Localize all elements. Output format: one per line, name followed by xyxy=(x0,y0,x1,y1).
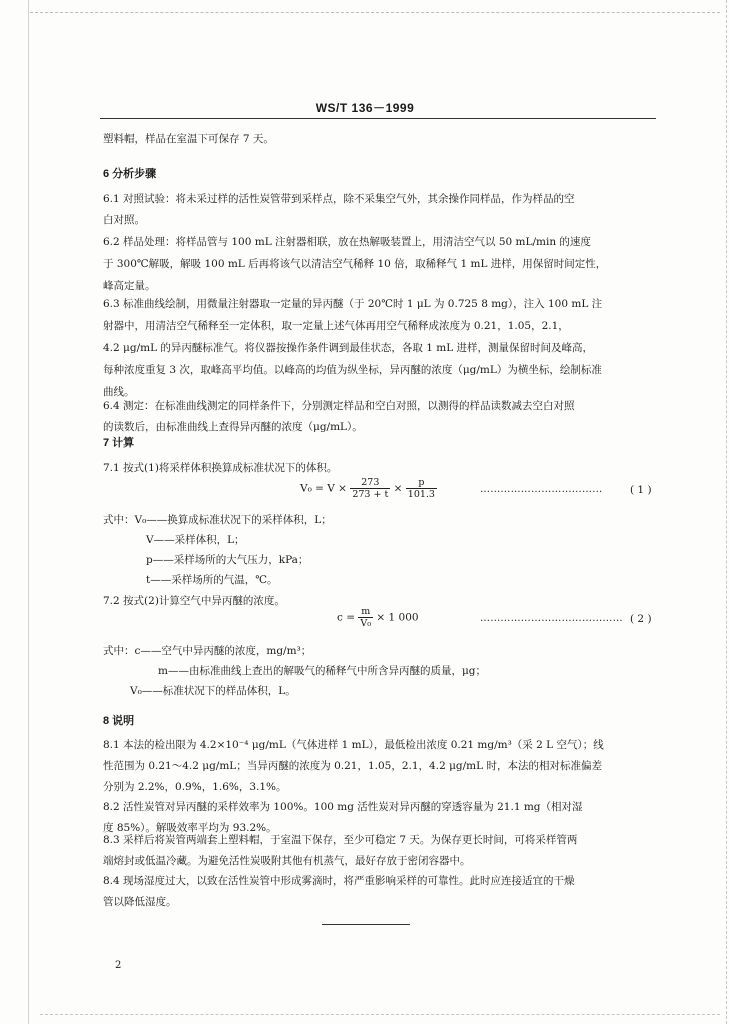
section-6-heading: 6 分析步骤 xyxy=(103,168,157,180)
para-6-1-line: 白对照。 xyxy=(103,214,145,226)
formula-2-numerator: m xyxy=(358,606,373,618)
para-6-3-line: 6.3 标准曲线绘制，用微量注射器取一定量的异丙醚（于 20℃时 1 μL 为 0.725 8 mg），注入 100 mL 注 xyxy=(103,298,603,310)
formula-1-numerator: 273 xyxy=(350,477,390,489)
para-8-3-line: 端熔封或低温冷藏。为避免活性炭吸附其他有机蒸气，最好存放于密闭容器中。 xyxy=(103,855,471,867)
formula-1-times: × xyxy=(393,482,403,495)
end-rule xyxy=(322,924,410,925)
para-8-1-line: 分别为 2.2%，0.9%，1.6%，3.1%。 xyxy=(103,781,287,793)
formula-1-leader: ……………………………… xyxy=(480,484,603,495)
para-8-1-line: 性范围为 0.21～4.2 μg/mL；当异丙醚的浓度为 0.21，1.05，2.1，4.2 μg/mL 时，本法的相对标准偏差 xyxy=(103,760,602,772)
para-6-3-line: 每种浓度重复 3 次，取峰高平均值。以峰高的均值为纵坐标，异丙醚的浓度（μg/mL）为横坐标，绘制标准 xyxy=(103,364,602,376)
para-6-2-line: 峰高定量。 xyxy=(103,280,156,292)
para-7-1: 7.1 按式(1)将采样体积换算成标准状况下的体积。 xyxy=(103,462,338,474)
scan-edge xyxy=(40,1014,720,1015)
para-8-3-line: 8.3 采样后将炭管两端套上塑料帽，于室温下保存，至少可稳定 7 天。为保存更长时间，可将采样管两 xyxy=(103,834,578,846)
section-8-heading: 8 说明 xyxy=(103,715,135,727)
where-2-line: V₀——标准状况下的样品体积，L。 xyxy=(130,685,296,697)
formula-1-lhs: V₀ = V × xyxy=(300,482,347,495)
formula-2-leader: …………………………………… xyxy=(480,613,623,624)
para-6-4-line: 6.4 测定：在标准曲线测定的同样条件下，分别测定样品和空白对照，以测得的样品读数减去空白对照 xyxy=(103,400,575,412)
para-8-4-line: 管以降低湿度。 xyxy=(103,896,177,908)
formula-1-denominator: 273 + t xyxy=(352,489,389,500)
formula-2-lhs: c = xyxy=(337,611,356,624)
para-6-4-line: 的读数后，由标准曲线上查得异丙醚的浓度（μg/mL）。 xyxy=(103,421,363,433)
where-1-line: V——采样体积，L； xyxy=(146,534,245,546)
standard-code-header: WS/T 136－1999 xyxy=(315,101,415,115)
para-6-2-line: 6.2 样品处理：将样品管与 100 mL 注射器相联，放在热解吸装置上，用清洁空气以 50 mL/min 的速度 xyxy=(103,236,591,248)
para-8-4-line: 8.4 现场湿度过大，以致在活性炭管中形成雾滴时，将严重影响采样的可靠性。此时应连接适宜的干燥 xyxy=(103,875,575,887)
para-6-3-line: 4.2 μg/mL 的异丙醚标准气。将仪器按操作条件调到最佳状态，各取 1 mL 进样，测量保留时间及峰高， xyxy=(103,342,594,354)
formula-1-numerator: p xyxy=(406,477,437,489)
para-8-2-line: 8.2 活性炭管对异丙醚的采样效率为 100%。100 mg 活性炭对异丙醚的穿透容量为 21.1 mg（相对湿 xyxy=(103,801,583,813)
para-6-2-line: 于 300℃解吸，解吸 100 mL 后再将该气以清洁空气稀释 10 倍，取稀释气 1 mL 进样，用保留时间定性， xyxy=(103,258,607,270)
scan-edge xyxy=(28,0,29,1024)
formula-2-denominator: V₀ xyxy=(360,618,372,629)
formula-1-denominator: 101.3 xyxy=(407,489,435,500)
where-2-line: m——由标准曲线上查出的解吸气的稀释气中所含异丙醚的质量，μg； xyxy=(158,665,487,677)
formula-2 xyxy=(337,606,419,629)
formula-2-rest: × 1 000 xyxy=(376,611,419,624)
formula-1-fraction xyxy=(350,477,390,500)
where-1-line: 式中：V₀——换算成标准状况下的采样体积，L； xyxy=(103,514,332,526)
scan-edge xyxy=(30,12,720,13)
header-rule xyxy=(100,118,656,119)
para-6-1-line: 6.1 对照试验：将未采过样的活性炭管带到采样点，除不采集空气外，其余操作同样品，作为样品的空 xyxy=(103,193,575,205)
para-6-3-line: 曲线。 xyxy=(103,386,135,398)
scan-edge xyxy=(726,0,727,1024)
where-1-line: p——采样场所的大气压力，kPa； xyxy=(146,554,309,566)
para-7-2: 7.2 按式(2)计算空气中异丙醚的浓度。 xyxy=(103,595,285,607)
formula-1-number: ( 1 ) xyxy=(630,484,652,496)
formula-2-number: ( 2 ) xyxy=(630,613,652,625)
para-8-2-line: 度 85%）。解吸效率平均为 93.2%。 xyxy=(103,822,277,834)
where-1-line: t——采样场所的气温，℃。 xyxy=(146,574,278,586)
formula-1 xyxy=(300,477,437,500)
continuation-text: 塑料帽，样品在室温下可保存 7 天。 xyxy=(103,133,274,145)
section-7-heading: 7 计算 xyxy=(103,437,135,449)
para-8-1-line: 8.1 本法的检出限为 4.2×10⁻⁴ μg/mL（气体进样 1 mL），最低检出浓度 0.21 mg/m³（采 2 L 空气）；线 xyxy=(103,739,604,751)
formula-1-fraction xyxy=(406,477,437,500)
para-6-3-line: 射器中，用清洁空气稀释至一定体积，取一定量上述气体再用空气稀释成浓度为 0.21，1.05，2.1， xyxy=(103,320,569,332)
page-number: 2 xyxy=(115,960,122,971)
formula-2-fraction xyxy=(358,606,373,629)
where-2-line: 式中：c——空气中异丙醚的浓度，mg/m³； xyxy=(103,645,312,657)
